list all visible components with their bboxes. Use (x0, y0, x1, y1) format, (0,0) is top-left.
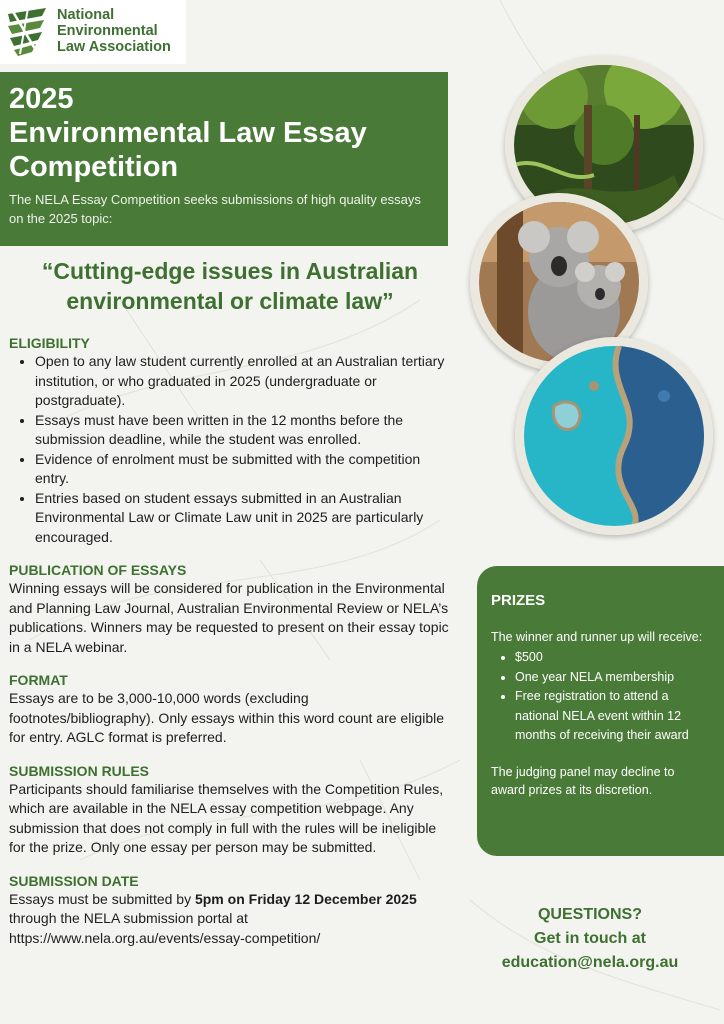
prizes-heading: PRIZES (491, 592, 546, 609)
hero-title-line-1: Environmental Law Essay (9, 117, 367, 149)
reef-aerial-photo (515, 337, 713, 535)
hero-banner (0, 72, 448, 246)
contact-email[interactable]: education@nela.org.au (501, 954, 679, 971)
submission-portal-link[interactable]: https://www.nela.org.au/events/essay-competition/ (9, 929, 321, 946)
format-heading: FORMAT (9, 672, 68, 688)
submission-date-portal: through the NELA submission portal at (9, 910, 248, 926)
submission-date-heading: SUBMISSION DATE (9, 872, 139, 889)
eligibility-item: • Open to any law student currently enrolled at an Australian tertiary institution, or who graduated in 2025 (undergraduate or postgraduate). (35, 352, 449, 411)
logo-line-2: Environmental (57, 23, 158, 39)
eligibility-item: • Evidence of enrolment must be submitted with the competition entry. (35, 450, 449, 489)
logo-line-3: Law Association (57, 39, 171, 55)
submission-date-intro: Essays must be submitted by (9, 890, 195, 907)
topic-line-1: “Cutting-edge issues in Australian (41, 258, 419, 284)
prize-item: • One year NELA membership (515, 668, 708, 688)
prizes-note: The judging panel may decline to award prizes at its discretion. (491, 764, 675, 797)
contact-prompt: Get in touch at (534, 930, 646, 947)
essay-topic (0, 256, 460, 316)
eligibility-item: • Entries based on student essays submitted in an Australian Environmental Law or Climate Law unit in 2025 are particularly encouraged. (35, 489, 449, 548)
submission-rules-text: Participants should familiarise themselves with the Competition Rules, which are available in the NELA essay competition webpage. Any submission that does not comply in full with the rules will be ineligible for the prize. Only one essay per person may be submitted. (9, 780, 444, 855)
prizes-box (477, 566, 724, 856)
prizes-list (491, 648, 708, 746)
questions-heading: QUESTIONS? (537, 906, 642, 923)
leaf-logo-icon (6, 6, 50, 56)
submission-rules-heading: SUBMISSION RULES (9, 762, 150, 779)
hero-title-line-2: Competition (9, 151, 179, 183)
format-text: Essays are to be 3,000-10,000 words (excluding footnotes/bibliography). Only essays within this word count are eligible for entry. AGLC format is preferred. (9, 690, 445, 745)
eligibility-item: • Essays must have been written in the 12 months before the submission deadline, while the student was enrolled. (35, 411, 449, 450)
prize-item: • $500 (515, 648, 708, 668)
eligibility-heading: ELIGIBILITY (9, 335, 90, 351)
submission-deadline: 5pm on Friday 12 December 2025 (194, 890, 417, 907)
nela-logo (0, 0, 186, 64)
topic-line-2: environmental or climate law” (66, 288, 394, 314)
publication-heading: PUBLICATION OF ESSAYS (9, 562, 187, 578)
eligibility-list (9, 352, 449, 547)
prize-item: • Free registration to attend a national NELA event within 12 months of receiving their award (515, 687, 708, 746)
contact-block (470, 903, 710, 975)
hero-year: 2025 (9, 83, 74, 115)
hero-description: The NELA Essay Competition seeks submissions of high quality essays on the 2025 topic: (9, 192, 421, 226)
submission-date-text (9, 890, 449, 949)
publication-text: Winning essays will be considered for publication in the Environmental and Planning Law Journal, Australian Environmental Review or NELA’s publications. Winners may be requested to present on their essay topic in a NELA webinar. (9, 580, 449, 655)
prizes-intro: The winner and runner up will receive: (491, 630, 703, 644)
reef-image (524, 346, 704, 526)
logo-line-1: National (57, 7, 115, 23)
main-content (9, 334, 449, 948)
